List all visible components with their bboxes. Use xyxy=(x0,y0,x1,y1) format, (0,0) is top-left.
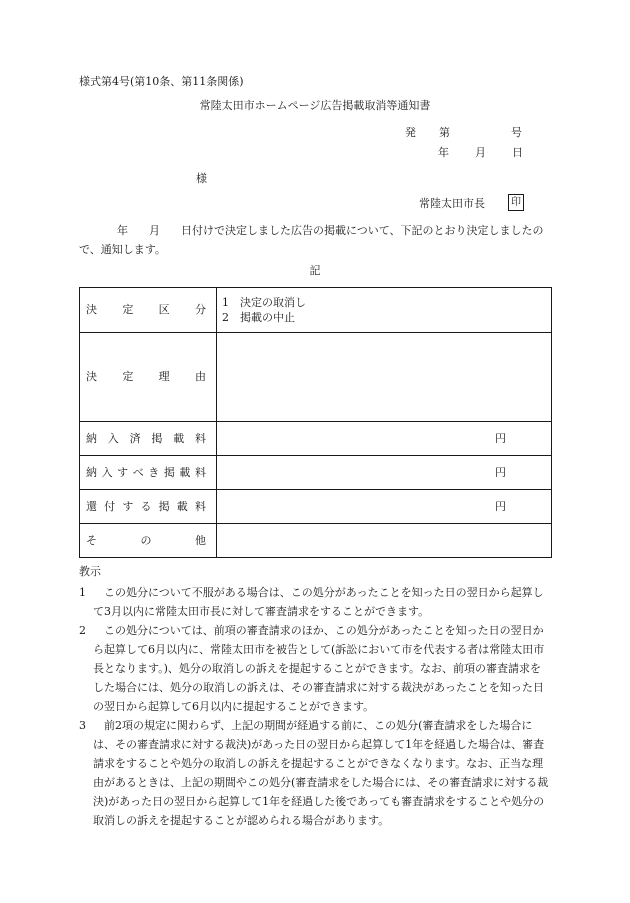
refund-fee-unit: 円 xyxy=(495,499,506,513)
decision-reason-label-text: 決 定 理 由 xyxy=(86,370,206,384)
note-number: 3 xyxy=(79,719,86,732)
decision-reason-value xyxy=(217,333,552,422)
note-number: 2 xyxy=(79,624,86,637)
table-row-other xyxy=(80,524,552,558)
issue-date-day: 日 xyxy=(512,146,523,159)
decision-table xyxy=(79,287,552,558)
notes-list xyxy=(79,583,551,830)
note-number: 1 xyxy=(79,586,86,599)
other-label xyxy=(80,524,217,558)
document-title: 常陸太田市ホームページ広告掲載取消等通知書 xyxy=(199,99,431,112)
issue-date-year: 年 xyxy=(438,146,449,159)
fee-due-value xyxy=(217,456,552,490)
ki-heading: 記 xyxy=(309,264,321,277)
paid-fee-value xyxy=(217,422,552,456)
issue-number-suffix: 号 xyxy=(511,126,522,139)
note-item xyxy=(79,583,551,621)
body-rest: 日付けで決定しました広告の掲載について、下記のとおり決定しましたので、通知します。 xyxy=(79,224,544,256)
issue-date-month: 月 xyxy=(475,146,486,159)
issue-number-label: 第 xyxy=(439,126,450,139)
fee-due-label-text: 納 入 す べ き 掲 載 料 xyxy=(86,465,206,479)
decision-option-cancel: 1 決定の取消し xyxy=(222,296,306,309)
note-text: 前2項の規定に関わらず、上記の期間が経過する前に、この処分(審査請求をした場合には、その審査請求に対する裁決)があった日の翌日から起算して1年を経過した場合は、審査請求をすることや処分の取消しの訴えを提起することができなくなります。なお、正当な理由があるときは、上記の期間やこの処分(審査請求をした場合には、その審査請求に対する裁決)があった日の翌日から起算して1年を経過した後であっても審査請求をすることや処分の取消しの訴えを提起することが認められる場合があります。 xyxy=(93,719,549,827)
fee-due-unit: 円 xyxy=(495,465,506,479)
decision-reason-label xyxy=(80,333,217,422)
table-row-fee-due xyxy=(80,456,552,490)
body-month: 月 xyxy=(149,224,160,237)
table-row-decision-reason xyxy=(80,333,552,422)
fee-due-label xyxy=(80,456,217,490)
form-number: 様式第4号(第10条、第11条関係) xyxy=(79,75,244,88)
note-item xyxy=(79,621,551,716)
paid-fee-label xyxy=(80,422,217,456)
table-row-paid-fee xyxy=(80,422,552,456)
refund-fee-value xyxy=(217,490,552,524)
paid-fee-unit: 円 xyxy=(495,431,506,445)
sender-name: 常陸太田市長 xyxy=(419,197,485,210)
issue-number-prefix: 発 xyxy=(405,126,416,139)
decision-category-label xyxy=(80,288,217,333)
body-text xyxy=(79,221,549,259)
refund-fee-label xyxy=(80,490,217,524)
decision-option-suspend: 2 掲載の中止 xyxy=(222,311,295,324)
decision-category-value xyxy=(217,288,552,333)
recipient-line: 様 xyxy=(196,172,207,185)
seal-box: 印 xyxy=(508,194,524,211)
table-row-decision-category xyxy=(80,288,552,333)
paid-fee-label-text: 納 入 済 掲 載 料 xyxy=(86,431,206,445)
note-item xyxy=(79,716,551,830)
other-label-text: そ の 他 xyxy=(86,533,206,547)
other-value xyxy=(217,524,552,558)
note-text: この処分について不服がある場合は、この処分があったことを知った日の翌日から起算して3月以内に常陸太田市長に対して審査請求をすることができます。 xyxy=(93,586,544,618)
table-row-refund-fee xyxy=(80,490,552,524)
decision-category-label-text: 決 定 区 分 xyxy=(86,303,206,317)
body-year: 年 xyxy=(117,224,128,237)
note-text: この処分については、前項の審査請求のほか、この処分があったことを知った日の翌日から起算して6月以内に、常陸太田市を被告として(訴訟において市を代表する者は常陸太田市長となります。)、処分の取消しの訴えを提起することができます。なお、前項の審査請求をした場合には、処分の取消しの訴えは、その審査請求に対する裁決があったことを知った日の翌日から起算して6月以内に提起することができます。 xyxy=(93,624,545,713)
notes-heading: 教示 xyxy=(79,565,101,578)
refund-fee-label-text: 還 付 す る 掲 載 料 xyxy=(86,499,206,513)
